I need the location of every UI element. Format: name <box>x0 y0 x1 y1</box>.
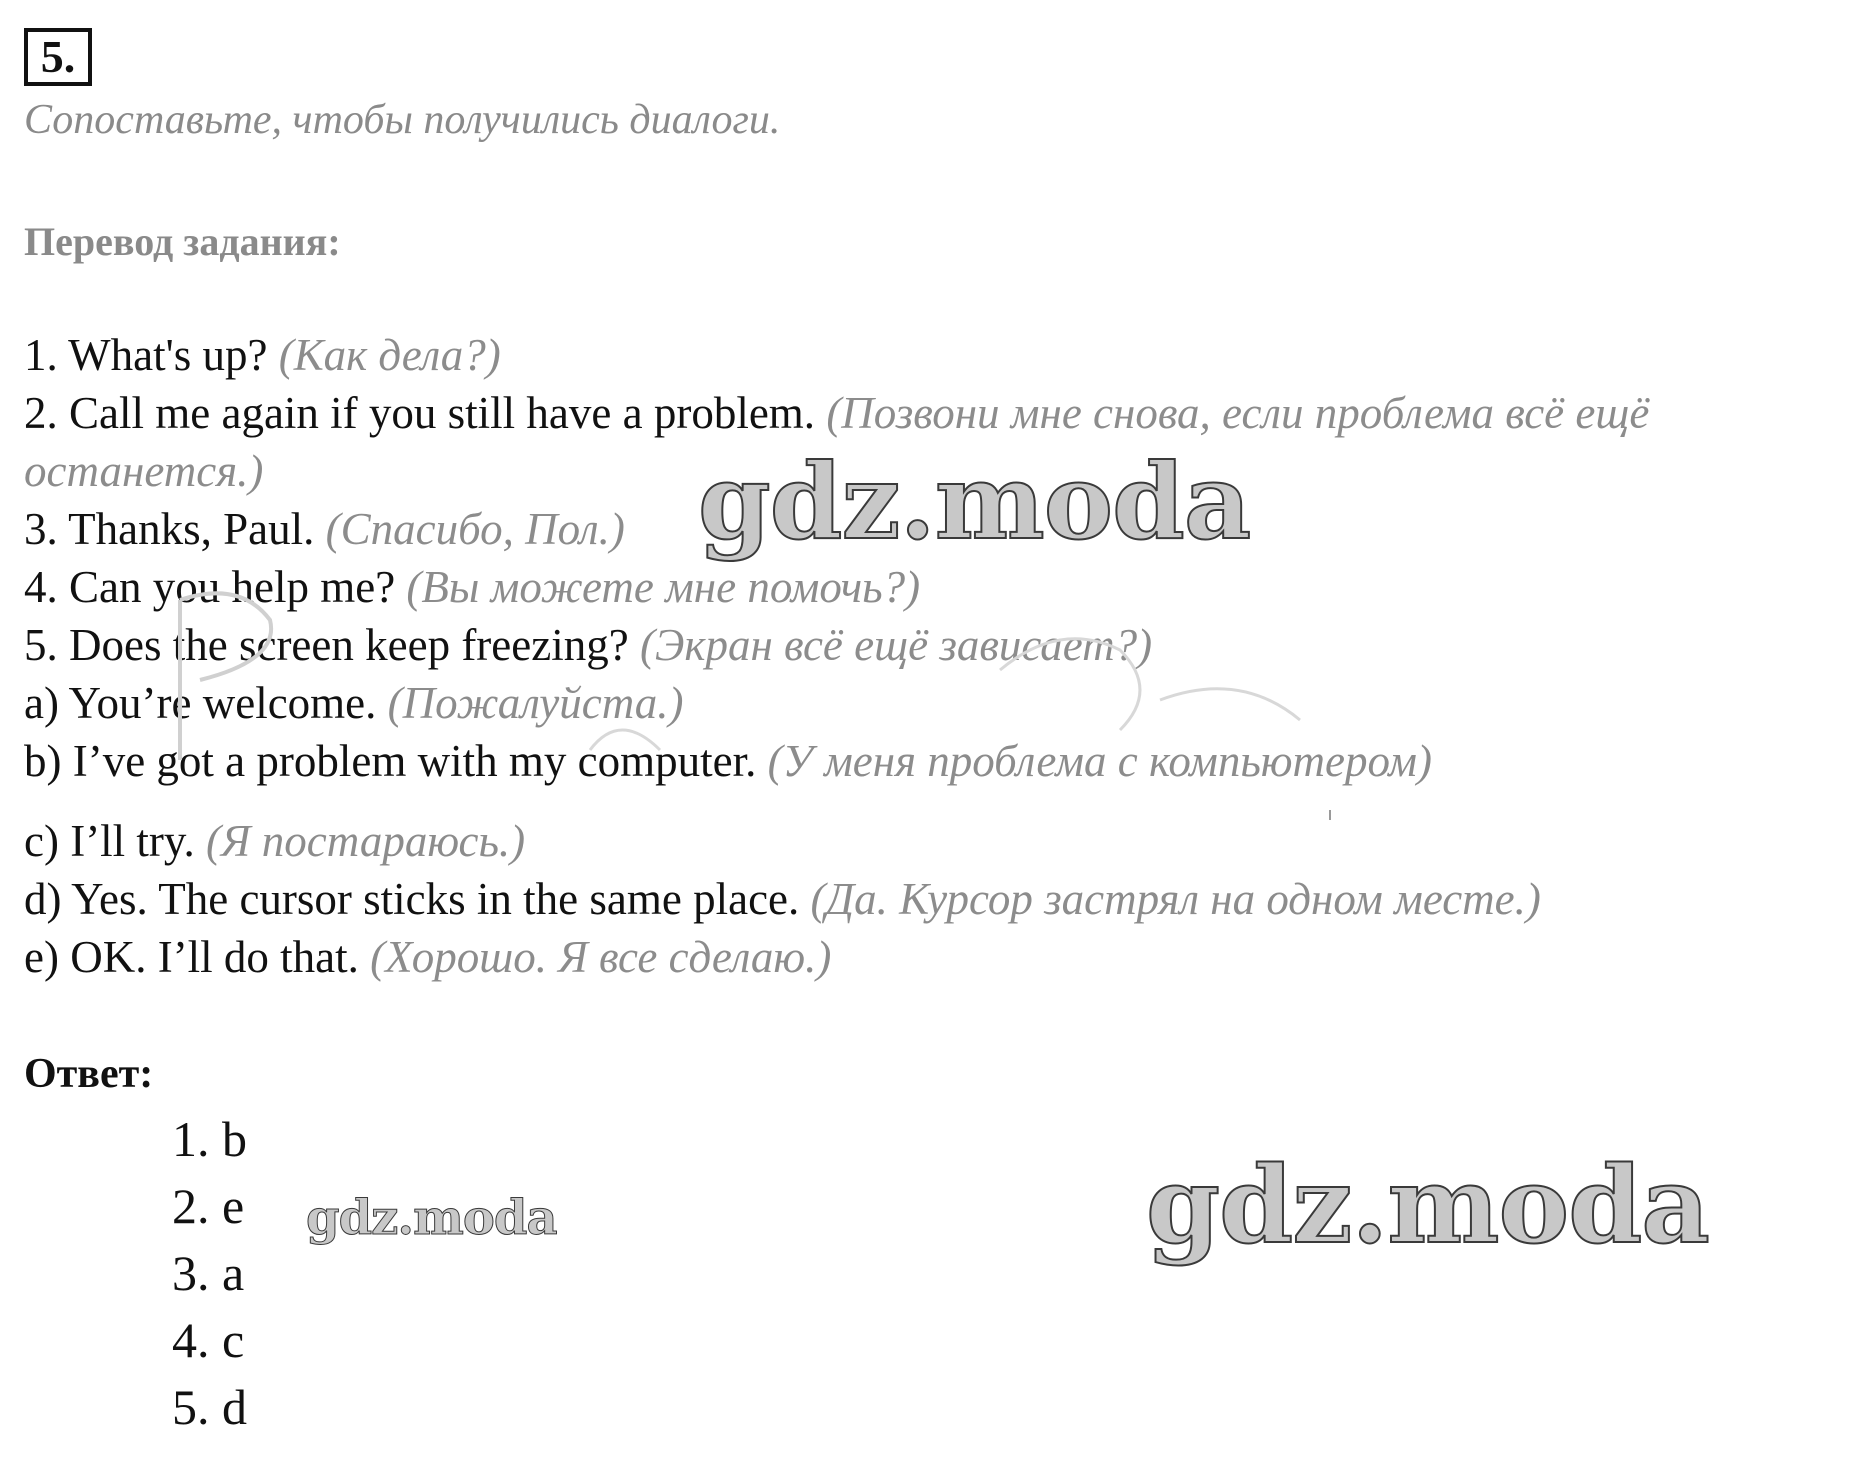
english-text: a) You’re welcome. <box>24 678 388 728</box>
dialogue-line-e <box>24 928 1854 986</box>
english-text: 3. Thanks, Paul. <box>24 504 326 554</box>
english-text: 5. Does the screen keep freezing? <box>24 620 640 670</box>
russian-translation: (Спасибо, Пол.) <box>325 504 625 554</box>
dialogue-line-c <box>24 812 1854 870</box>
russian-translation: (Позвони мне снова, если проблема всё ещё останется.) <box>24 388 1650 496</box>
task-number-box: 5. <box>24 28 92 86</box>
answer-item: 4. c <box>172 1312 245 1368</box>
english-text: b) I’ve got a problem with my computer. <box>24 736 768 786</box>
english-text: 2. Call me again if you still have a problem. <box>24 388 827 438</box>
russian-translation: (Хорошо. Я все сделаю.) <box>370 932 832 982</box>
answer-item: 2. e <box>172 1178 245 1234</box>
dialogue-line-4 <box>24 558 1854 616</box>
english-text: e) OK. I’ll do that. <box>24 932 371 982</box>
translation-heading: Перевод задания: <box>24 219 341 264</box>
dialogue-line-b <box>24 732 1854 790</box>
answer-heading: Ответ: <box>24 1051 154 1097</box>
russian-translation: (У меня проблема с компьютером) <box>767 736 1432 786</box>
answer-item: 5. d <box>172 1379 247 1435</box>
english-text: d) Yes. The cursor sticks in the same place. <box>24 874 811 924</box>
english-text: 4. Can you help me? <box>24 562 407 612</box>
english-text: c) I’ll try. <box>24 816 206 866</box>
russian-translation: (Да. Курсор застрял на одном месте.) <box>810 874 1541 924</box>
watermark-logo: gdz.moda <box>1146 1142 1709 1267</box>
russian-translation: (Я постараюсь.) <box>206 816 526 866</box>
watermark-logo: gdz.moda <box>698 440 1251 563</box>
russian-translation: (Вы можете мне помочь?) <box>406 562 921 612</box>
watermark-logo: gdz.moda <box>306 1190 557 1246</box>
answer-item: 1. b <box>172 1111 247 1167</box>
russian-translation: (Пожалуйста.) <box>387 678 684 728</box>
dialogue-line-5 <box>24 616 1854 674</box>
dialogue-lines <box>24 326 1854 986</box>
dialogue-line-d <box>24 870 1854 928</box>
answer-list <box>172 1106 247 1441</box>
russian-translation: (Как дела?) <box>278 330 501 380</box>
dialogue-line-a <box>24 674 1854 732</box>
dialogue-line-1 <box>24 326 1854 384</box>
russian-translation: (Экран всё ещё зависает?) <box>639 620 1153 670</box>
task-instruction: Сопоставьте, чтобы получились диалоги. <box>24 97 781 143</box>
english-text: 1. What's up? <box>24 330 279 380</box>
answer-item: 3. a <box>172 1245 245 1301</box>
